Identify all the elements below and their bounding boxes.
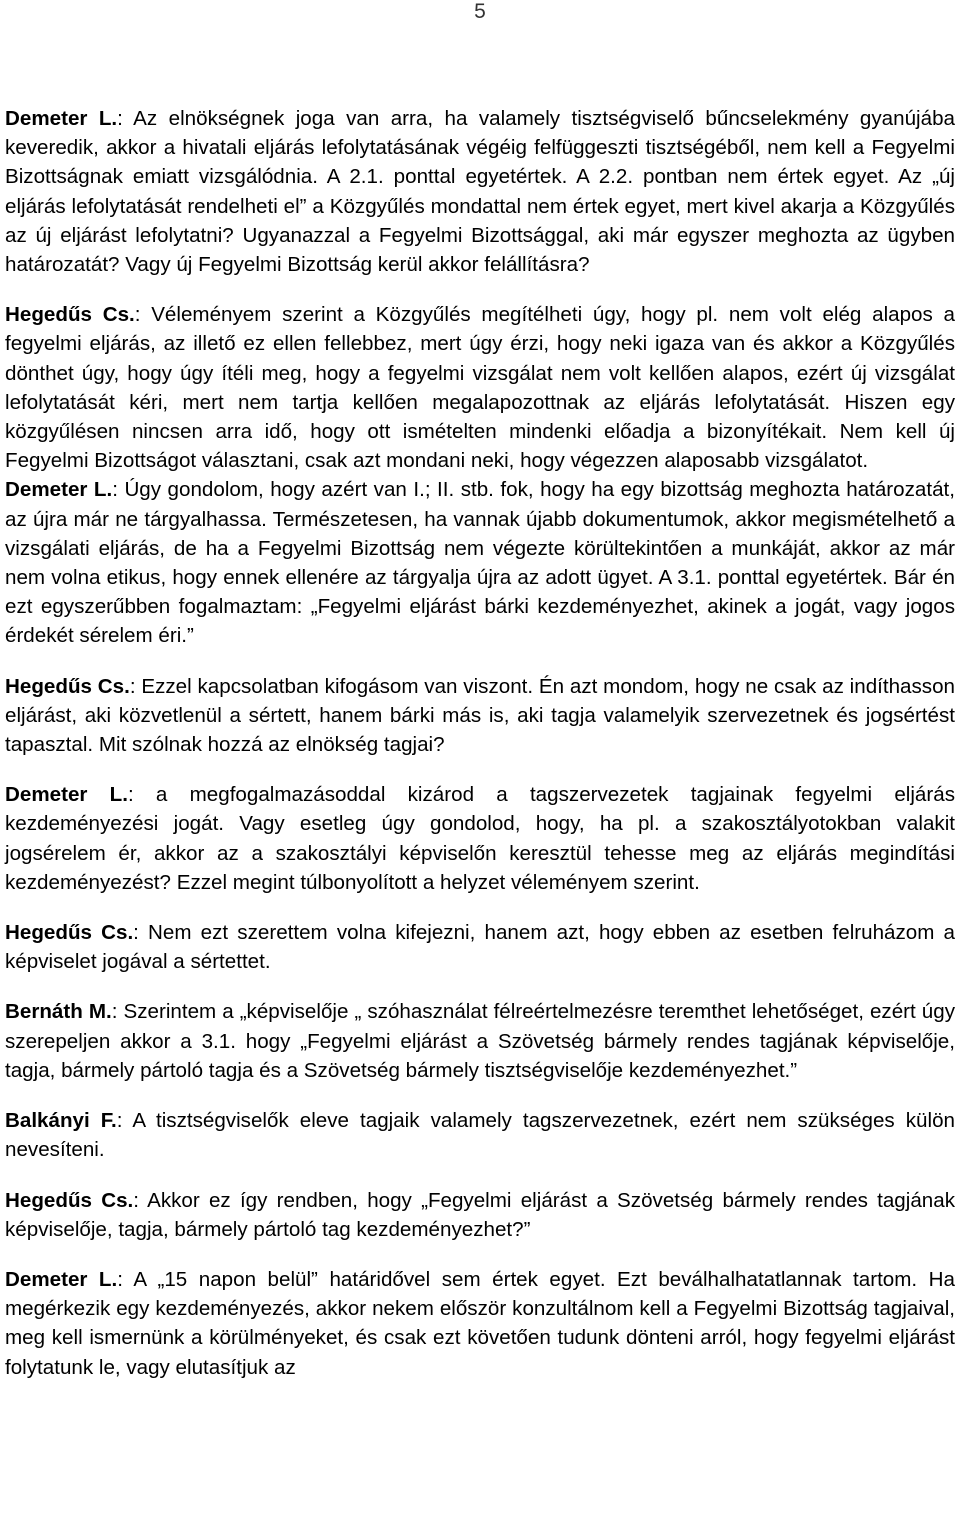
paragraph [5, 104, 955, 279]
speaker-name: Hegedűs Cs. [5, 674, 130, 698]
paragraph-text: : Nem ezt szerettem volna kifejezni, hanem azt, hogy ebben az esetben felruházom a képviselet jogával a sértettet. [5, 921, 955, 974]
speaker-name: Balkányi F. [5, 1109, 117, 1133]
paragraph [5, 780, 955, 897]
paragraph-text: : a megfogalmazásoddal kizárod a tagszervezetek tagjainak fegyelmi eljárás kezdeményezési jogát. Vagy esetleg úgy gondolod, hogy, ha pl. a szakosztályotokban valakit jogsérelem ér, akkor az a szakosztályi képviselőn keresztül tehesse meg az eljárás megindítási kezdeményezést? Ezzel megint túlbonyolított a helyzet véleményem szerint. [5, 783, 955, 894]
speaker-name: Demeter L. [5, 783, 128, 807]
paragraph-text: : Ezzel kapcsolatban kifogásom van viszont. Én azt mondom, hogy ne csak az indíthasson eljárást, aki közvetlenül a sértett, hanem bárki más is, aki tagja valamelyik szervezetnek és jogsértést tapasztal. Mit szólnak hozzá az elnökség tagjai? [5, 674, 955, 757]
paragraph-text: : Az elnökségnek joga van arra, ha valamely tisztségviselő bűncselekmény gyanújába keveredik, akkor a hivatali eljárás lefolytatásának végéig felfüggeszti tisztségéből, nem kell a Fegyelmi Bizottságnak emiatt vizsgálódnia. A 2.1. ponttal egyetértek. A 2.2. pontban nem értek egyet. Az „új eljárás lefolytatását rendelheti el” a Közgyűlés mondattal nem értek egyet, mert kivel akarja a Közgyűlés az új eljárást lefolytatni? Ugyanazzal a Fegyelmi Bizottsággal, aki már egyszer meghozta az ügyben határozatát? Vagy új Fegyelmi Bizottság kerül akkor felállításra? [5, 107, 955, 277]
paragraph [5, 918, 955, 976]
speaker-name: Bernáth M. [5, 1000, 112, 1024]
paragraph-text: : A „15 napon belül” határidővel sem értek egyet. Ezt beválhalhatatlannak tartom. Ha megérkezik egy kezdeményezés, akkor nekem először konzultálnom kell a Fegyelmi Bizottság tagjaival, meg kell ismernünk a körülményeket, és csak ezt követően tudunk dönteni arról, hogy fegyelmi eljárást folytatunk le, vagy elutasítjuk az [5, 1267, 955, 1379]
speaker-name: Demeter L. [5, 478, 113, 502]
speaker-name: Demeter L. [5, 1267, 118, 1291]
paragraph-text: : Szerintem a „képviselője „ szóhasználat félreértelmezésre teremthet lehetőséget, ezért úgy szerepeljen akkor a 3.1. hogy „Fegyelmi eljárást a Szövetség bármely rendes tagjának képviselője, tagja, bármely pártoló tagja és a Szövetség bármely tisztségviselője kezdeményezhet.” [5, 1000, 955, 1082]
paragraph-text: : A tisztségviselők eleve tagjaik valamely tagszervezetnek, ezért nem szükséges külön nevesíteni. [5, 1109, 955, 1162]
speaker-name: Hegedűs Cs. [5, 1188, 134, 1212]
speaker-name: Demeter L. [5, 107, 118, 130]
paragraph [5, 672, 955, 760]
paragraph [5, 1106, 955, 1164]
paragraph [5, 475, 955, 650]
page-number: 5 [474, 0, 486, 23]
document-body [5, 104, 955, 1382]
paragraph-text: : Véleményem szerint a Közgyűlés megítélheti úgy, hogy pl. nem volt elég alapos a fegyelmi eljárás, az illető ez ellen fellebbez, mert úgy érzi, hogy neki igaza van és akkor a Közgyűlés dönthet úgy, hogy úgy ítéli meg, hogy a fegyelmi vizsgálat nem volt kellően alapos, ezért új vizsgálat lefolytatását kéri, mert nem tartja kellően megalapozottnak az eljárás lefolytatását. Hiszen egy közgyűlésen nincsen arra idő, hogy ott ismételten mindenki előadja a bizonyítékait. Nem kell új Fegyelmi Bizottságot választani, csak azt mondani neki, hogy végezzen alaposabb vizsgálatot. [5, 303, 955, 473]
paragraph-text: : Úgy gondolom, hogy azért van I.; II. stb. fok, hogy ha egy bizottság meghozta határozatát, az újra már ne tárgyalhassa. Természetesen, ha vannak újabb dokumentumok, akkor megismételhető a vizsgálati eljárás, de ha a Fegyelmi Bizottság nem végezte körültekintően a munkáját, akkor az már nem volna etikus, hogy ennek ellenére az tárgyalja újra az adott ügyet. A 3.1. ponttal egyetértek. Bár én ezt egyszerűbben fogalmaztam: „Fegyelmi eljárást bárki kezdeményezhet, akinek a jogát, vagy jogos érdekét sérelem éri.” [5, 478, 955, 648]
paragraph [5, 300, 955, 475]
speaker-name: Hegedűs Cs. [5, 303, 135, 327]
speaker-name: Hegedűs Cs. [5, 921, 134, 945]
paragraph-text: : Akkor ez így rendben, hogy „Fegyelmi eljárást a Szövetség bármely rendes tagjának képviselője, tagja, bármely pártoló tag kezdeményezhet?” [5, 1188, 955, 1241]
paragraph [5, 1186, 955, 1244]
paragraph [5, 997, 955, 1085]
paragraph [5, 1265, 955, 1382]
